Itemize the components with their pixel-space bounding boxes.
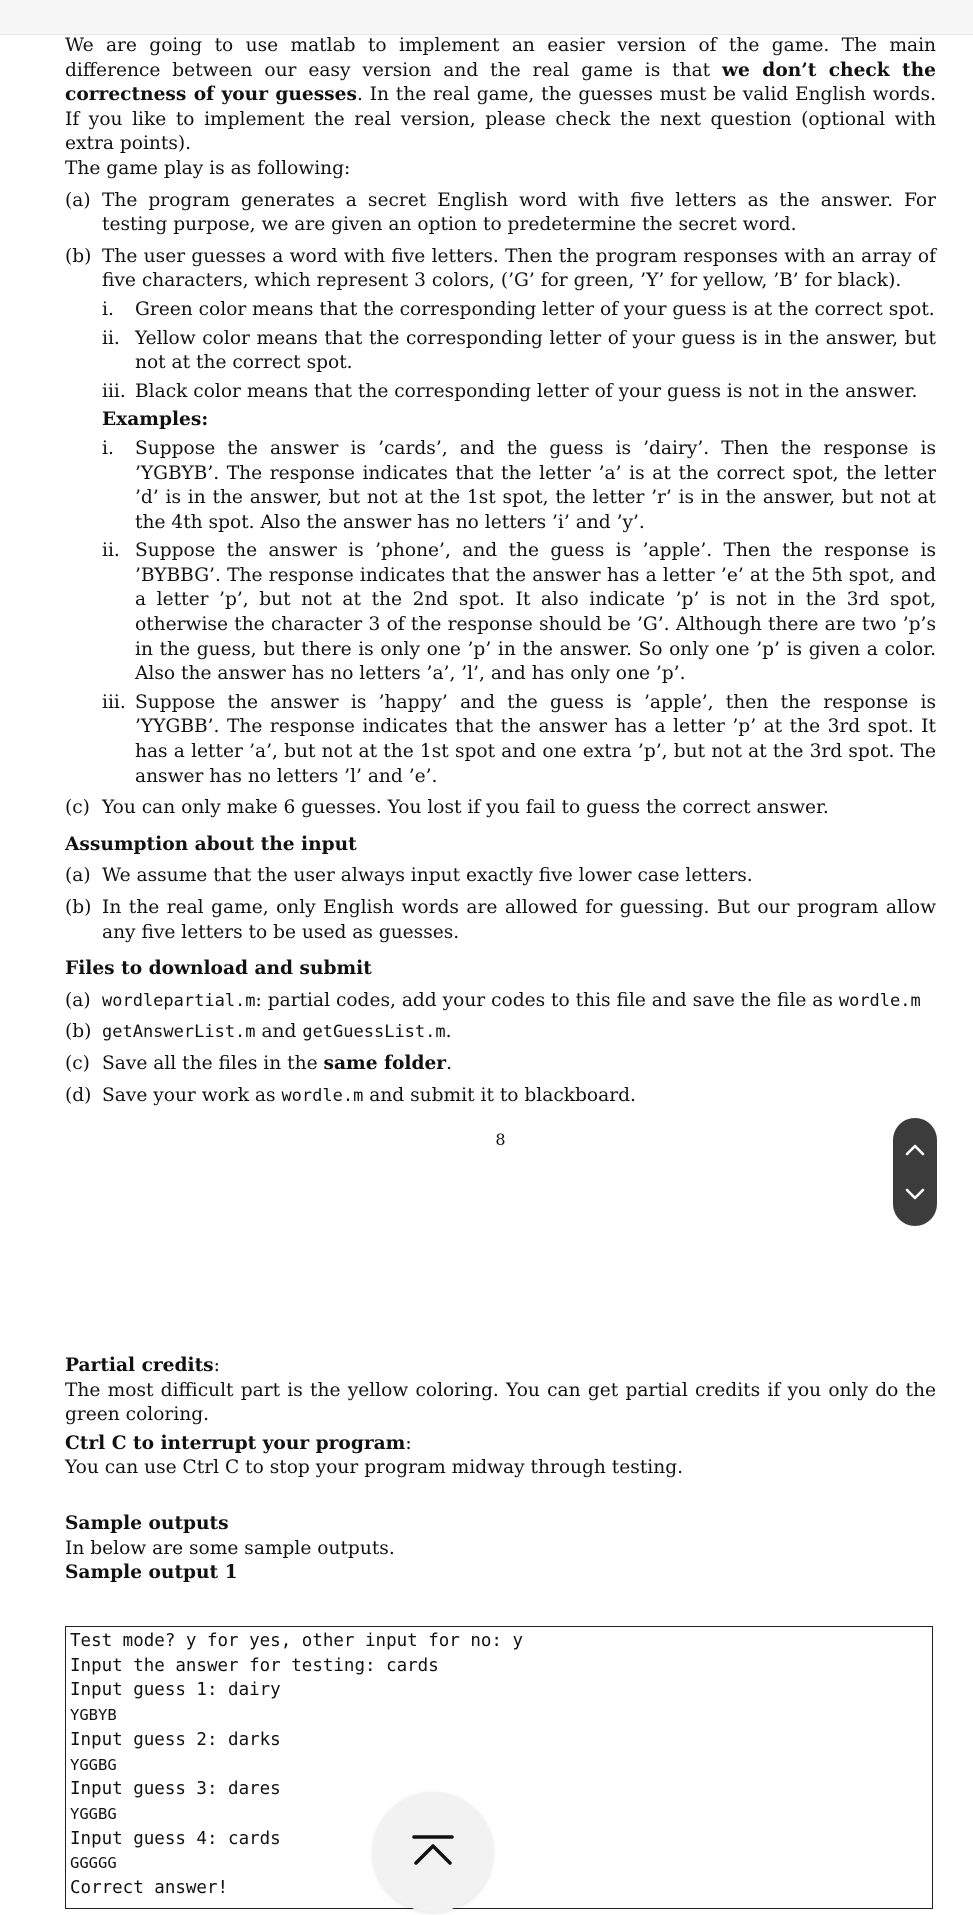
assumption-b: (b) In the real game, only English words are allowed for guessing. But our program allow any five letters to be used as guesses. — [65, 897, 936, 943]
files-item-c: (c) Save all the files in the same folder. — [65, 1052, 453, 1074]
output-line: Input the answer for testing: cards — [70, 1655, 439, 1676]
chevron-up-icon[interactable] — [893, 1130, 937, 1170]
assumption-a: (a) We assume that the user always input exactly five lower case letters. — [65, 865, 753, 887]
output-response: GGGGG — [70, 1854, 117, 1873]
example-2: ii. Suppose the answer is ’phone’, and the guess is ’apple’. Then the response is ’BYBBG’. The response indicates that the answer has a letter ’e’ at the 5th spot, and a letter ’p’, but not at the 2nd spot. It also indicate ’p’ is not in the 3rd spot, otherwise the character 3 of the response should be ’G’. Although there are two ’p’s in the guess, but there is only one ’p’ in the answer. So only one ’p’ is given a color. Also the answer has no letters ’a’, ’l’, and has only one ’p’. — [102, 540, 936, 685]
partial-credits-heading: Partial credits: — [65, 1355, 220, 1376]
scroll-to-top-button[interactable] — [373, 1792, 493, 1912]
files-item-a: (a) wordlepartial.m: partial codes, add your codes to this file and save the file as wordle.m — [65, 989, 921, 1011]
examples-heading: Examples: — [102, 409, 209, 431]
example-3: iii. Suppose the answer is ’happy’ and the guess is ’apple’, then the response is ’YYGBB’. The response indicates that the answer has a letter ’p’ at the 3rd spot. It has a letter ’a’, but not at the 1st spot and one extra ’p’, but not at the 3rd spot. The answer has no letters ’l’ and ’e’. — [102, 691, 936, 787]
output-response: YGGBG — [70, 1755, 117, 1774]
chevron-down-icon[interactable] — [893, 1174, 937, 1214]
output-line: Input guess 2: darks — [70, 1729, 281, 1750]
output-response: YGGBG — [70, 1804, 117, 1823]
sample-output-1-heading: Sample output 1 — [65, 1562, 238, 1584]
output-line: Correct answer! — [70, 1878, 229, 1899]
partial-credits-text: The most difficult part is the yellow coloring. You can get partial credits if you only do the green coloring. — [65, 1379, 936, 1426]
scroll-to-top-icon — [409, 1832, 457, 1872]
example-1: i. Suppose the answer is ’cards’, and the guess is ’dairy’. Then the response is ’YGBYB’. The response indicates that the letter ’a’ is at the correct spot, the letter ’d’ is in the answer, but not at the 1st spot, the letter ’r’ is in the answer, but not at the 4th spot. Also the answer has no letters ’i’ and ’y’. — [102, 437, 936, 533]
rule-b: (b) The user guesses a word with five letters. Then the program responses with an array of five characters, which represent 3 colors, (’G’ for green, ’Y’ for yellow, ’B’ for black). i. Green color means that the corresponding letter of your guess is at the correct spot. ii. Yellow color means that the corresponding letter of your guess is in the answer, but not at the correct spot. iii. Black color means that the corresponding letter of your guess is not in the answer. Examples: i. Suppose the answer is ’cards’, and the guess is ’dairy’. Then the response is ’YGBYB’. The response indicates that the letter ’a’ is at the correct spot, the letter ’d’ is in the answer, but not at the 1st spot, the letter ’r’ is in the answer, but not at the 4th spot. Also the answer has no letters ’i’ and ’y’. ii. Suppose the answer is ’phone’, and the guess is ’apple’. Then the response is ’BYBBG’. The response indicates that the answer has a letter ’e’ at the 5th spot, and a letter ’p’, but not at the 2nd spot. It also indicate ’p’ is not in the 3rd spot, otherwise the character 3 of the response should be ’G’. Although there are two ’p’s in the guess, but there is only one ’p’ in the answer. So only one ’p’ is given a color. Also the answer has no letters ’a’, ’l’, and has only one ’p’. iii. Suppose the answer is ’happy’ and the guess is ’apple’, then the response is ’YYGBB’. The response indicates that the answer has a letter ’p’ at the 3rd spot. It has a letter ’a’, but not at the 1st spot and one extra ’p’, but not at the 3rd spot. The answer has no letters ’l’ and ’e’. — [65, 245, 936, 789]
rule-a: (a) The program generates a secret English word with five letters as the answer. For testing purpose, we are given an option to predetermine the secret word. — [65, 189, 936, 236]
sample-outputs-text: In below are some sample outputs. — [65, 1537, 395, 1559]
output-line: Input guess 4: cards — [70, 1828, 281, 1849]
output-line: Test mode? y for yes, other input for no: y — [70, 1631, 524, 1651]
sample-output-box — [65, 1626, 933, 1909]
document-page-8 — [65, 34, 936, 1153]
rule-c: (c) You can only make 6 guesses. You lost if you fail to guess the correct answer. — [65, 797, 829, 819]
document-page-9 — [65, 1354, 936, 1586]
output-response: YGBYB — [70, 1706, 117, 1725]
ctrl-c-text: You can use Ctrl C to stop your program midway through testing. — [65, 1457, 684, 1479]
assumption-heading: Assumption about the input — [65, 833, 357, 855]
intro-paragraph: We are going to use matlab to implement an easier version of the game. The main difference between our easy version and the real game is that we don’t check the correctness of your guesses. In the real game, the guesses must be valid English words. If you like to implement the real version, please check the next question (optional with extra points). — [65, 35, 937, 155]
ctrl-c-heading: Ctrl C to interrupt your program: — [65, 1432, 412, 1454]
sample-outputs-heading: Sample outputs — [65, 1512, 229, 1534]
output-line: Input guess 1: dairy — [70, 1680, 281, 1701]
top-toolbar — [0, 0, 973, 35]
page-number: 8 — [495, 1130, 506, 1150]
color-item-yellow: ii. Yellow color means that the corresponding letter of your guess is in the answer, but not at the correct spot. — [102, 327, 936, 374]
gameplay-line: The game play is as following: — [65, 157, 351, 179]
output-line: Input guess 3: dares — [70, 1779, 281, 1800]
color-item-green: i. Green color means that the corresponding letter of your guess is at the correct spot. — [102, 298, 935, 320]
page-navigator — [893, 1118, 937, 1226]
files-item-b: (b) getAnswerList.m and getGuessList.m. — [65, 1021, 452, 1043]
intro-bold: we don’t check the correctness of your guesses — [65, 59, 936, 106]
files-heading: Files to download and submit — [65, 958, 372, 980]
color-item-black: iii. Black color means that the corresponding letter of your guess is not in the answer. — [102, 380, 918, 402]
files-item-d: (d) Save your work as wordle.m and submit it to blackboard. — [65, 1084, 636, 1106]
